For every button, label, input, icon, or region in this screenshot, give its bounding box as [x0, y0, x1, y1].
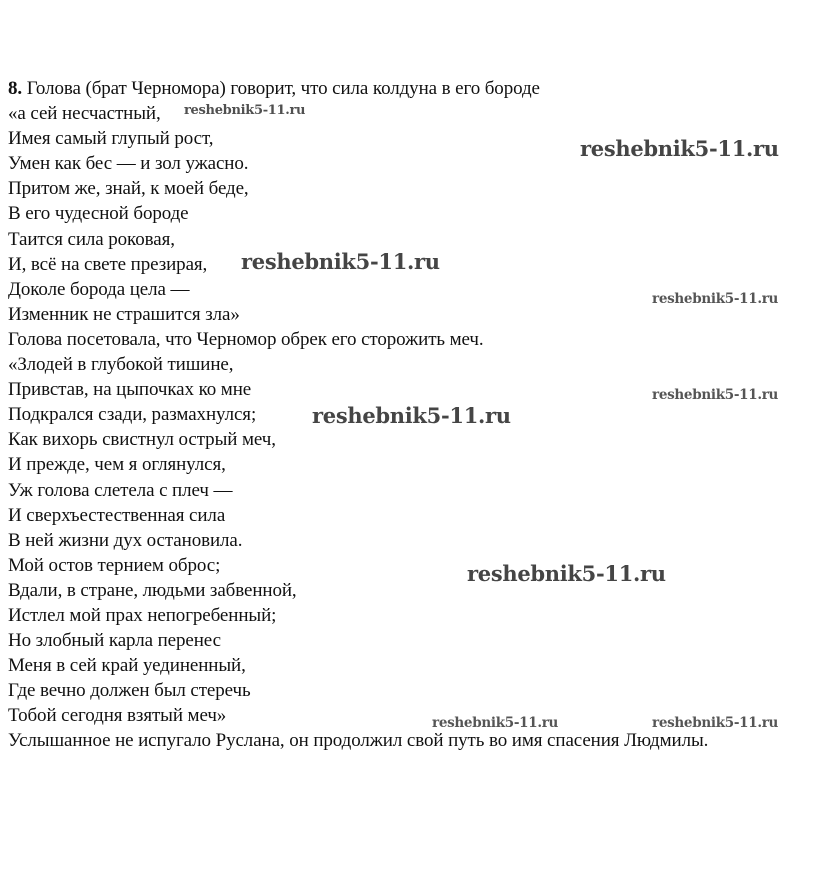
- watermark: reshebnik5-11.ru: [652, 291, 779, 307]
- text-line: Но злобный карла перенес: [8, 630, 221, 652]
- text-line: Таится сила роковая,: [8, 228, 175, 250]
- watermark: reshebnik5-11.ru: [652, 387, 779, 403]
- text-line: «Злодей в глубокой тишине,: [8, 354, 234, 376]
- scan-smudge: [270, 460, 350, 470]
- watermark: reshebnik5-11.ru: [467, 561, 666, 586]
- text-line: Умен как бес — и зол ужасно.: [8, 153, 249, 175]
- text-line: Тобой сегодня взятый меч»: [8, 705, 227, 727]
- text-line: Где вечно должен был стеречь: [8, 680, 251, 702]
- watermark: reshebnik5-11.ru: [432, 715, 559, 731]
- text-line: Изменник не страшится зла»: [8, 303, 240, 325]
- text-line: Доколе борода цела —: [8, 278, 190, 300]
- text-line: И прежде, чем я оглянулся,: [8, 454, 226, 476]
- text-line: Услышанное не испугало Руслана, он продолжил свой путь во имя спасения Людмилы.: [8, 730, 709, 752]
- task-number: 8.: [8, 78, 23, 99]
- watermark: reshebnik5-11.ru: [312, 403, 511, 428]
- text-line: Подкрался сзади, размахнулся;: [8, 404, 257, 426]
- watermark: reshebnik5-11.ru: [241, 249, 440, 274]
- text-line: Истлел мой прах непогребенный;: [8, 604, 277, 626]
- text-line: Как вихорь свистнул острый меч,: [8, 429, 276, 451]
- watermark: reshebnik5-11.ru: [580, 136, 779, 161]
- text-line: 8. Голова (брат Черномора) говорит, что сила колдуна в его бороде: [8, 78, 540, 99]
- text-line: Меня в сей край уединенный,: [8, 655, 246, 677]
- text-line: В ней жизни дух остановила.: [8, 529, 243, 551]
- text-line: «а сей несчастный,: [8, 103, 161, 125]
- scan-smudge: [300, 380, 600, 390]
- watermark: reshebnik5-11.ru: [652, 715, 779, 731]
- text-line: Уж голова слетела с плеч —: [8, 479, 233, 501]
- text-line: Мой остов тернием оброс;: [8, 554, 221, 576]
- text-line: Вдали, в стране, людьми забвенной,: [8, 579, 297, 601]
- text-line: Притом же, знай, к моей беде,: [8, 178, 249, 200]
- text-line: И сверхъестественная сила: [8, 504, 226, 526]
- watermark: reshebnik5-11.ru: [184, 103, 306, 118]
- text-line: Привстав, на цыпочках ко мне: [8, 379, 252, 401]
- text-line: В его чудесной бороде: [8, 203, 189, 225]
- text-line: Голова посетовала, что Черномор обрек его сторожить меч.: [8, 328, 484, 350]
- text-line: Имея самый глупый рост,: [8, 128, 214, 150]
- text-line: И, всё на свете презирая,: [8, 253, 208, 275]
